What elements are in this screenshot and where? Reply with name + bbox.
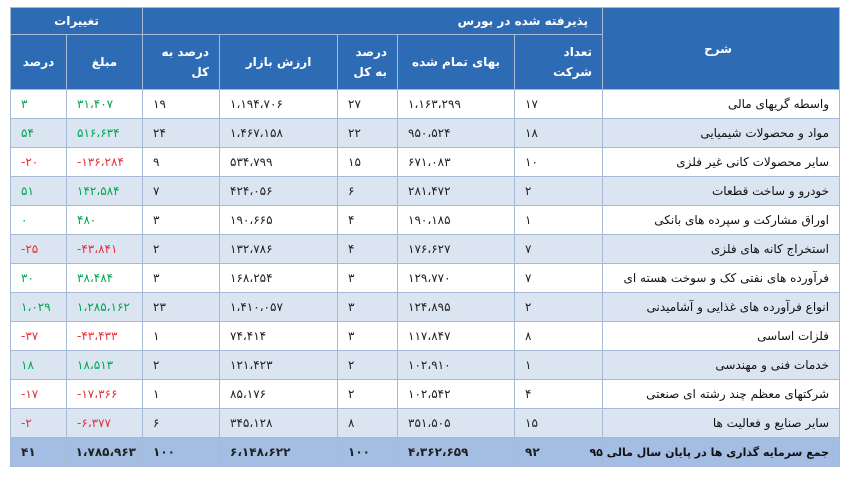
row-company-count: ۱۰ (515, 148, 603, 177)
total-market-percent: ۱۰۰ (143, 438, 220, 467)
header-change-amount: مبلغ (67, 35, 143, 90)
row-change-amount: ۴۸۰ (67, 206, 143, 235)
row-change-percent: ۲۵- (11, 235, 67, 264)
header-cost: بهای تمام شده (398, 35, 515, 90)
row-market-percent: ۹ (143, 148, 220, 177)
row-cost-percent: ۲۷ (338, 90, 398, 119)
row-cost-percent: ۱۵ (338, 148, 398, 177)
row-cost-percent: ۴ (338, 235, 398, 264)
table-row (11, 409, 840, 438)
row-description: اوراق مشارکت و سپرده های بانکی (603, 206, 840, 235)
row-company-count: ۱۸ (515, 119, 603, 148)
row-market-percent: ۳ (143, 206, 220, 235)
total-change-amount: ۱،۷۸۵،۹۶۳ (67, 438, 143, 467)
table-row (11, 322, 840, 351)
total-row (11, 438, 840, 467)
row-cost: ۶۷۱،۰۸۳ (398, 148, 515, 177)
row-market-percent: ۲۳ (143, 293, 220, 322)
row-market-value: ۷۴،۴۱۴ (220, 322, 338, 351)
row-market-percent: ۱ (143, 322, 220, 351)
row-cost: ۱۷۶،۶۲۷ (398, 235, 515, 264)
table-body (11, 90, 840, 438)
table-row (11, 264, 840, 293)
table-row (11, 293, 840, 322)
total-cost: ۴،۳۶۲،۶۵۹ (398, 438, 515, 467)
row-description: انواع فرآورده های غذایی و آشامیدنی (603, 293, 840, 322)
row-market-value: ۱۲۱،۴۲۳ (220, 351, 338, 380)
row-description: فرآورده های نفتی کک و سوخت هسته ای (603, 264, 840, 293)
row-change-amount: ۴۳،۸۴۱- (67, 235, 143, 264)
row-description: واسطه گریهای مالی (603, 90, 840, 119)
row-cost-percent: ۴ (338, 206, 398, 235)
header-changes-group: تغییرات (11, 8, 143, 35)
row-description: خودرو و ساخت قطعات (603, 177, 840, 206)
row-description: سایر صنایع و فعالیت ها (603, 409, 840, 438)
row-company-count: ۱ (515, 351, 603, 380)
row-change-amount: ۱۳۶،۲۸۴- (67, 148, 143, 177)
row-company-count: ۷ (515, 264, 603, 293)
row-market-percent: ۲۴ (143, 119, 220, 148)
row-change-amount: ۵۱۶،۶۳۴ (67, 119, 143, 148)
row-company-count: ۱ (515, 206, 603, 235)
row-market-value: ۴۲۴،۰۵۶ (220, 177, 338, 206)
row-cost: ۱۰۲،۹۱۰ (398, 351, 515, 380)
investment-table-container (10, 7, 839, 467)
row-market-percent: ۲ (143, 235, 220, 264)
table-row (11, 90, 840, 119)
row-cost: ۲۸۱،۴۷۲ (398, 177, 515, 206)
header-company-count: تعداد شرکت (515, 35, 603, 90)
table-row (11, 148, 840, 177)
row-cost: ۱۲۴،۸۹۵ (398, 293, 515, 322)
row-market-value: ۳۴۵،۱۲۸ (220, 409, 338, 438)
row-market-value: ۱۳۲،۷۸۶ (220, 235, 338, 264)
row-company-count: ۲ (515, 177, 603, 206)
row-change-amount: ۳۸،۴۸۴ (67, 264, 143, 293)
row-cost-percent: ۶ (338, 177, 398, 206)
row-market-value: ۱۹۰،۶۶۵ (220, 206, 338, 235)
total-market-value: ۶،۱۴۸،۶۲۲ (220, 438, 338, 467)
row-company-count: ۲ (515, 293, 603, 322)
row-change-percent: ۵۱ (11, 177, 67, 206)
row-market-value: ۱،۱۹۴،۷۰۶ (220, 90, 338, 119)
table-row (11, 177, 840, 206)
row-description: مواد و محصولات شیمیایی (603, 119, 840, 148)
row-change-percent: ۳ (11, 90, 67, 119)
table-row (11, 235, 840, 264)
header-change-percent: درصد (11, 35, 67, 90)
row-change-amount: ۳۱،۴۰۷ (67, 90, 143, 119)
row-change-percent: ۳۷- (11, 322, 67, 351)
row-change-amount: ۶،۳۷۷- (67, 409, 143, 438)
row-description: خدمات فنی و مهندسی (603, 351, 840, 380)
row-market-value: ۱،۴۶۷،۱۵۸ (220, 119, 338, 148)
row-change-percent: ۰ (11, 206, 67, 235)
row-company-count: ۸ (515, 322, 603, 351)
table-row (11, 119, 840, 148)
row-cost: ۱۰۲،۵۴۲ (398, 380, 515, 409)
row-cost-percent: ۲۲ (338, 119, 398, 148)
row-change-percent: ۱،۰۲۹ (11, 293, 67, 322)
row-description: شرکتهای معظم چند رشته ای صنعتی (603, 380, 840, 409)
row-market-value: ۵۳۴،۷۹۹ (220, 148, 338, 177)
total-description: جمع سرمایه گذاری ها در پایان سال مالی ۹۵ (603, 438, 840, 467)
row-change-amount: ۱۸،۵۱۳ (67, 351, 143, 380)
row-description: سایر محصولات کانی غیر فلزی (603, 148, 840, 177)
row-change-percent: ۱۸ (11, 351, 67, 380)
row-change-amount: ۱،۲۸۵،۱۶۲ (67, 293, 143, 322)
row-market-value: ۱۶۸،۲۵۴ (220, 264, 338, 293)
row-cost: ۱۹۰،۱۸۵ (398, 206, 515, 235)
row-cost: ۳۵۱،۵۰۵ (398, 409, 515, 438)
row-market-percent: ۱۹ (143, 90, 220, 119)
row-company-count: ۷ (515, 235, 603, 264)
row-cost-percent: ۲ (338, 351, 398, 380)
table-row (11, 206, 840, 235)
header-group-row (11, 8, 840, 35)
total-company-count: ۹۲ (515, 438, 603, 467)
row-change-percent: ۵۴ (11, 119, 67, 148)
row-change-percent: ۱۷- (11, 380, 67, 409)
header-cost-percent: درصد به کل (338, 35, 398, 90)
row-description: فلزات اساسی (603, 322, 840, 351)
row-company-count: ۱۵ (515, 409, 603, 438)
row-change-percent: ۲- (11, 409, 67, 438)
row-market-percent: ۱ (143, 380, 220, 409)
row-market-percent: ۳ (143, 264, 220, 293)
row-market-percent: ۲ (143, 351, 220, 380)
row-cost-percent: ۲ (338, 380, 398, 409)
investment-table (10, 7, 840, 467)
row-cost-percent: ۸ (338, 409, 398, 438)
total-change-percent: ۴۱ (11, 438, 67, 467)
header-listed-group: پذیرفته شده در بورس (143, 8, 603, 35)
table-row (11, 380, 840, 409)
row-market-percent: ۶ (143, 409, 220, 438)
row-cost: ۹۵۰،۵۲۴ (398, 119, 515, 148)
row-company-count: ۴ (515, 380, 603, 409)
row-market-percent: ۷ (143, 177, 220, 206)
row-description: استخراج کانه های فلزی (603, 235, 840, 264)
header-market-percent: درصد به کل (143, 35, 220, 90)
row-change-percent: ۳۰ (11, 264, 67, 293)
row-company-count: ۱۷ (515, 90, 603, 119)
row-cost: ۱۲۹،۷۷۰ (398, 264, 515, 293)
row-cost-percent: ۳ (338, 264, 398, 293)
row-change-amount: ۴۳،۴۳۳- (67, 322, 143, 351)
row-cost: ۱،۱۶۳،۲۹۹ (398, 90, 515, 119)
row-cost-percent: ۳ (338, 322, 398, 351)
row-market-value: ۱،۴۱۰،۰۵۷ (220, 293, 338, 322)
row-cost: ۱۱۷،۸۴۷ (398, 322, 515, 351)
row-change-amount: ۱۷،۳۶۶- (67, 380, 143, 409)
row-change-amount: ۱۴۲،۵۸۴ (67, 177, 143, 206)
header-market-value: ارزش بازار (220, 35, 338, 90)
row-market-value: ۸۵،۱۷۶ (220, 380, 338, 409)
total-cost-percent: ۱۰۰ (338, 438, 398, 467)
table-row (11, 351, 840, 380)
row-cost-percent: ۳ (338, 293, 398, 322)
header-description: شرح (603, 8, 840, 90)
row-change-percent: ۲۰- (11, 148, 67, 177)
